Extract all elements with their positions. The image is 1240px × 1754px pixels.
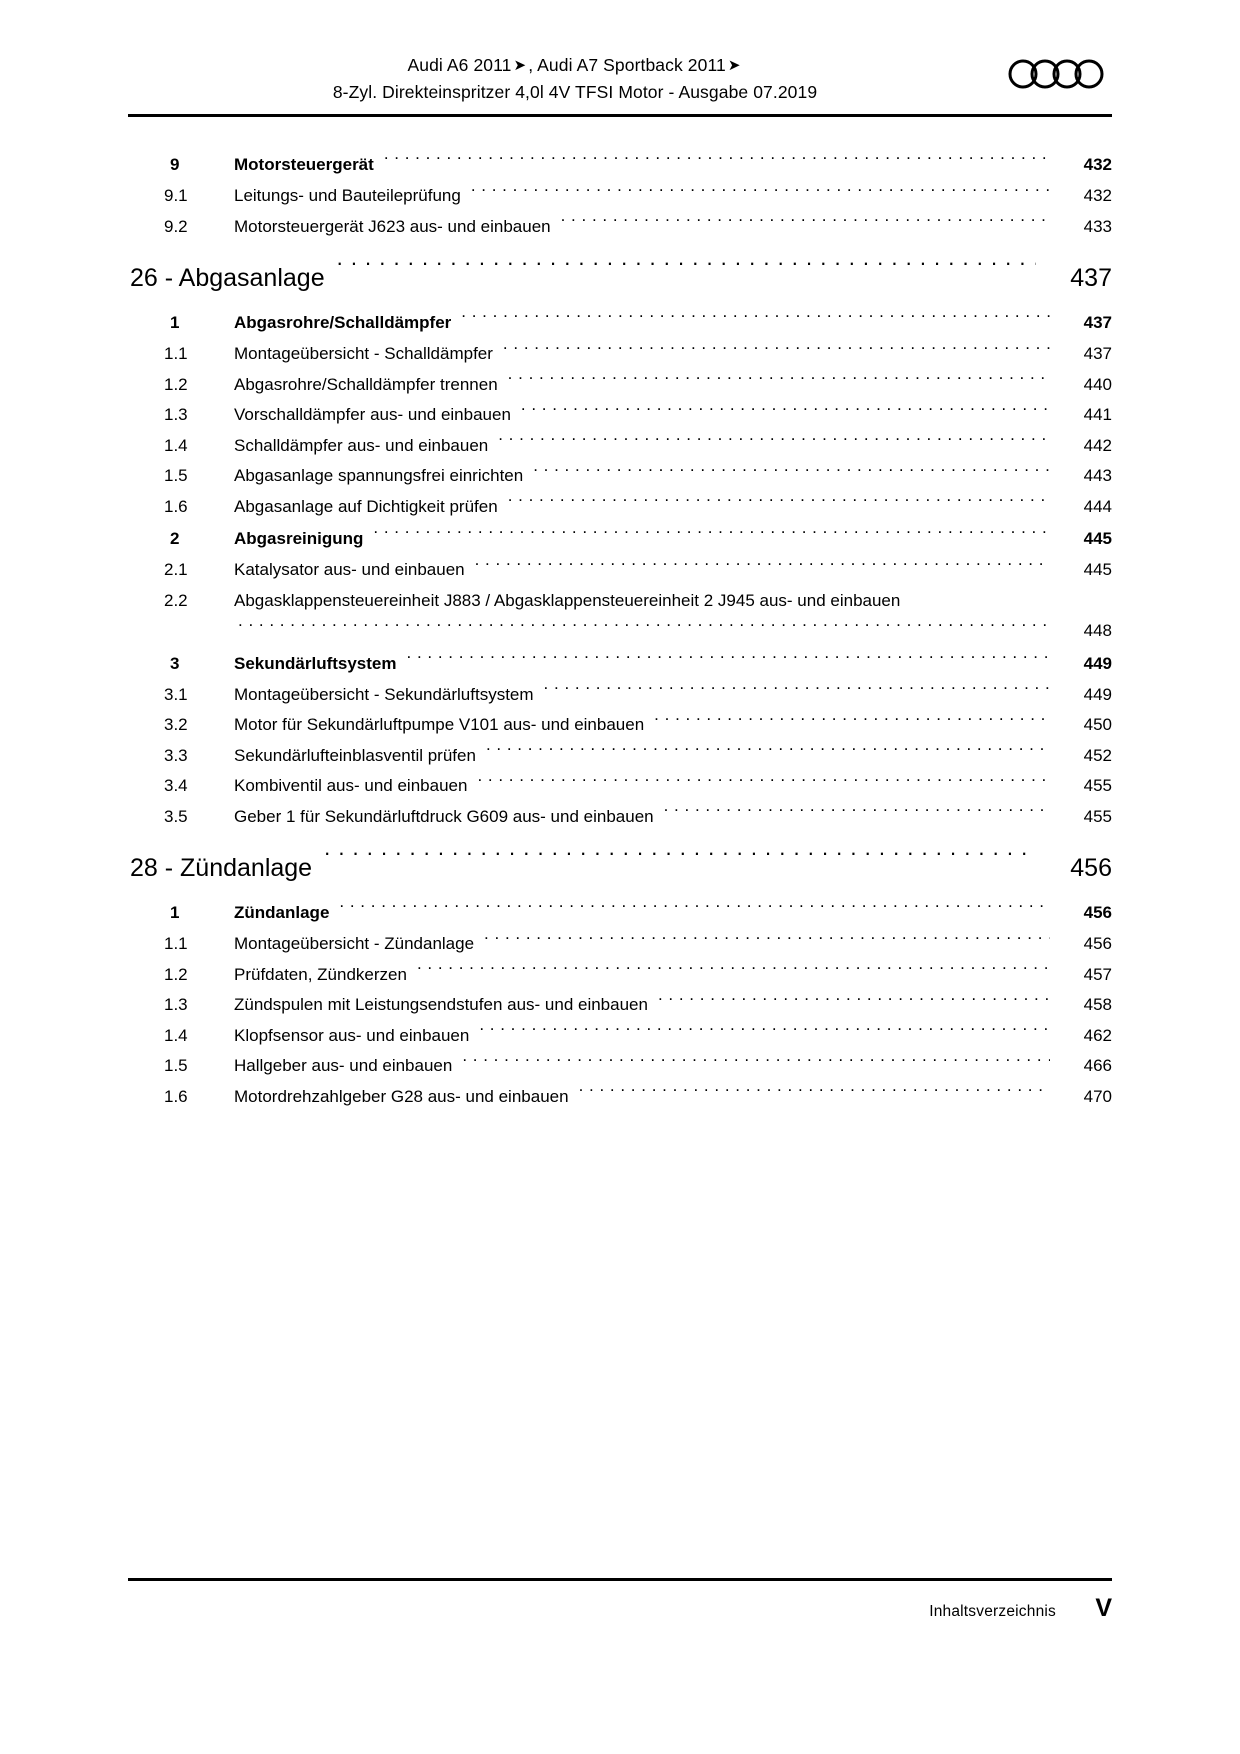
toc-title: Abgasanlage auf Dichtigkeit prüfen	[234, 496, 498, 516]
toc-number: 1.1	[164, 344, 188, 363]
dot-leader	[477, 774, 1050, 791]
toc-title: Abgasrohre/Schalldämpfer	[234, 313, 452, 332]
toc-number: 2.1	[164, 560, 188, 579]
toc-subsection-row[interactable]	[128, 960, 1112, 991]
toc-page: 458	[1083, 995, 1112, 1014]
toc-subsection-row[interactable]	[128, 741, 1112, 772]
toc-number: 3.4	[164, 776, 188, 795]
dot-leader	[339, 901, 1050, 918]
toc-title: Hallgeber aus- und einbauen	[234, 1056, 453, 1075]
toc-number: 1.5	[164, 1056, 188, 1075]
arrow-right-icon-2: ➤	[727, 57, 741, 74]
dot-leader	[533, 464, 1050, 481]
dot-leader	[407, 652, 1051, 669]
toc-page: 443	[1083, 466, 1112, 485]
toc-section-row[interactable]	[128, 306, 1112, 339]
toc-subsection-row[interactable]	[128, 1082, 1112, 1113]
toc-page: 437	[1083, 344, 1112, 363]
dot-leader	[579, 1085, 1050, 1102]
toc-title: Motorsteuergerät J623 aus- und einbauen	[234, 216, 551, 236]
toc-page: 456	[1083, 934, 1112, 953]
toc-subsection-row[interactable]	[128, 802, 1112, 833]
footer-page-number: V	[1095, 1594, 1112, 1622]
toc-number: 3	[170, 653, 180, 673]
dot-leader	[337, 261, 1036, 286]
toc-title: Montageübersicht - Zündanlage	[234, 934, 475, 953]
dot-leader	[498, 434, 1050, 451]
toc-number: 1.3	[164, 405, 188, 424]
toc-subsection-row[interactable]	[128, 771, 1112, 802]
toc-title: Leitungs- und Bauteileprüfung	[234, 186, 461, 205]
toc-subsection-row[interactable]	[128, 1051, 1112, 1082]
toc-number: 1.6	[164, 496, 188, 516]
toc-number: 1.4	[164, 1025, 188, 1045]
toc-subsection-row[interactable]	[128, 181, 1112, 212]
toc-number: 1	[170, 903, 180, 922]
toc-page: 470	[1083, 1086, 1112, 1106]
dot-leader	[461, 311, 1050, 328]
toc-title: Abgasreinigung	[234, 529, 364, 548]
dot-leader	[471, 184, 1050, 201]
dot-leader	[462, 1054, 1050, 1071]
header-line-engine: 8-Zyl. Direkteinspritzer 4,0l 4V TFSI Motor - Ausgabe 07.2019	[332, 82, 818, 102]
toc-number: 1.3	[164, 995, 188, 1014]
toc-chapter-row[interactable]	[128, 250, 1112, 306]
dot-leader	[417, 963, 1050, 980]
toc-title: Klopfsensor aus- und einbauen	[234, 1025, 470, 1045]
footer-label: Inhaltsverzeichnis	[929, 1603, 1056, 1620]
dot-leader	[384, 153, 1050, 170]
toc-title: Sekundärluftsystem	[234, 653, 397, 673]
toc-number: 1.2	[164, 964, 188, 984]
toc-page: 456	[1083, 903, 1112, 922]
toc-title: Motordrehzahlgeber G28 aus- und einbauen	[234, 1086, 569, 1106]
audi-rings-logo-icon	[1008, 58, 1112, 90]
toc-page: 455	[1083, 776, 1112, 795]
toc-title: Abgasrohre/Schalldämpfer trennen	[234, 374, 498, 394]
toc-number: 3.5	[164, 806, 188, 826]
toc-title: Abgasanlage spannungsfrei einrichten	[234, 466, 524, 485]
dot-leader	[508, 495, 1050, 512]
toc-number: 1.4	[164, 435, 188, 455]
toc-title: Prüfdaten, Zündkerzen	[234, 964, 407, 984]
page-footer	[128, 1594, 1112, 1623]
toc-page: 452	[1083, 745, 1112, 765]
toc-subsection-row[interactable]	[128, 400, 1112, 431]
toc-section-row[interactable]	[128, 896, 1112, 929]
header-model-1: Audi A6 2011	[407, 55, 512, 75]
dot-leader	[475, 558, 1050, 575]
toc-page: 449	[1083, 653, 1112, 673]
toc-subsection-row[interactable]	[128, 431, 1112, 462]
header-text-block	[128, 52, 1112, 106]
toc-page: 442	[1083, 435, 1112, 455]
toc-number: 1.5	[164, 466, 188, 485]
toc-subsection-row[interactable]	[128, 370, 1112, 401]
toc-title: Abgasklappensteuereinheit J883 / Abgasklappensteuereinheit 2 J945 aus- und einbauen	[234, 590, 901, 610]
arrow-right-icon: ➤	[513, 57, 527, 74]
dot-leader	[503, 342, 1050, 359]
toc-number: 3.3	[164, 745, 188, 765]
toc-title: Schalldämpfer aus- und einbauen	[234, 435, 489, 455]
toc-subsection-row[interactable]	[128, 1021, 1112, 1052]
toc-page: 441	[1083, 405, 1112, 424]
toc-number: 1.6	[164, 1086, 188, 1106]
toc-number: 2.2	[164, 590, 188, 610]
toc-chapter-title: 28 - Zündanlage	[130, 854, 313, 882]
toc-page: 457	[1083, 964, 1112, 984]
dot-leader	[484, 932, 1050, 949]
toc-page: 437	[1083, 313, 1112, 332]
toc-title: Montageübersicht - Schalldämpfer	[234, 344, 493, 363]
dot-leader	[479, 1024, 1050, 1041]
toc-section-row[interactable]	[128, 522, 1112, 555]
toc-page: 462	[1083, 1025, 1112, 1045]
toc-number: 3.1	[164, 684, 188, 704]
footer-divider	[128, 1578, 1112, 1581]
toc-chapter-row[interactable]	[128, 840, 1112, 896]
toc-page: 456	[1070, 854, 1112, 882]
dot-leader	[561, 215, 1050, 232]
toc-page: 449	[1083, 684, 1112, 704]
dot-leader	[664, 805, 1050, 822]
toc-section-row[interactable]	[128, 148, 1112, 181]
toc-subsection-row[interactable]	[128, 710, 1112, 741]
dot-leader	[521, 403, 1050, 420]
toc-number: 2	[170, 529, 180, 548]
toc-title: Zündanlage	[234, 903, 330, 922]
toc-title: Zündspulen mit Leistungsendstufen aus- und einbauen	[234, 995, 648, 1014]
header-divider	[128, 114, 1112, 117]
toc-chapter-title: 26 - Abgasanlage	[130, 264, 325, 292]
header-model-2: , Audi A7 Sportback 2011	[528, 55, 726, 75]
dot-leader	[508, 373, 1050, 390]
toc-title: Kombiventil aus- und einbauen	[234, 776, 468, 795]
toc-title: Motorsteuergerät	[234, 155, 374, 174]
toc-page: 432	[1083, 186, 1112, 205]
toc-subsection-row[interactable]	[128, 929, 1112, 960]
toc-subsection-row[interactable]	[128, 461, 1112, 492]
toc-subsection-row[interactable]	[128, 680, 1112, 711]
toc-number: 1.2	[164, 374, 188, 394]
toc-title: Katalysator aus- und einbauen	[234, 560, 465, 579]
toc-number: 9.1	[164, 186, 188, 205]
dot-leader	[654, 713, 1050, 730]
toc-subsection-row[interactable]	[128, 212, 1112, 243]
toc-number: 9	[170, 155, 180, 174]
toc-subsection-row[interactable]	[128, 339, 1112, 370]
dot-leader	[486, 744, 1050, 761]
toc-page: 433	[1083, 216, 1112, 236]
toc-title: Geber 1 für Sekundärluftdruck G609 aus- und einbauen	[234, 806, 654, 826]
toc-section-row[interactable]	[128, 647, 1112, 680]
toc-page: 445	[1083, 560, 1112, 579]
toc-title: Motor für Sekundärluftpumpe V101 aus- und einbauen	[234, 715, 645, 734]
toc-number: 9.2	[164, 216, 188, 236]
toc-page: 450	[1083, 715, 1112, 734]
header-line-models	[128, 52, 1022, 79]
dot-leader	[544, 683, 1050, 700]
toc-subsection-row-wrapped[interactable]	[128, 586, 1112, 647]
toc-number: 3.2	[164, 715, 188, 734]
dot-leader	[658, 993, 1050, 1010]
toc-title: Sekundärlufteinblasventil prüfen	[234, 745, 476, 765]
toc-subsection-row[interactable]	[128, 990, 1112, 1021]
toc-page: 455	[1083, 806, 1112, 826]
table-of-contents	[128, 148, 1112, 1112]
toc-page: 448	[1083, 621, 1112, 640]
toc-subsection-row[interactable]	[128, 555, 1112, 586]
toc-number: 1	[170, 313, 180, 332]
toc-page: 440	[1083, 374, 1112, 394]
page-header	[128, 52, 1112, 106]
toc-page: 445	[1083, 529, 1112, 548]
toc-page: 444	[1083, 496, 1112, 516]
dot-leader	[373, 527, 1050, 544]
toc-title: Vorschalldämpfer aus- und einbauen	[234, 405, 511, 424]
toc-number: 1.1	[164, 934, 188, 953]
toc-title: Montageübersicht - Sekundärluftsystem	[234, 684, 534, 704]
dot-leader	[238, 619, 1050, 636]
toc-subsection-row[interactable]	[128, 492, 1112, 523]
toc-page: 432	[1083, 155, 1112, 174]
toc-page: 437	[1070, 264, 1112, 292]
dot-leader	[324, 851, 1036, 876]
toc-page: 466	[1083, 1056, 1112, 1075]
